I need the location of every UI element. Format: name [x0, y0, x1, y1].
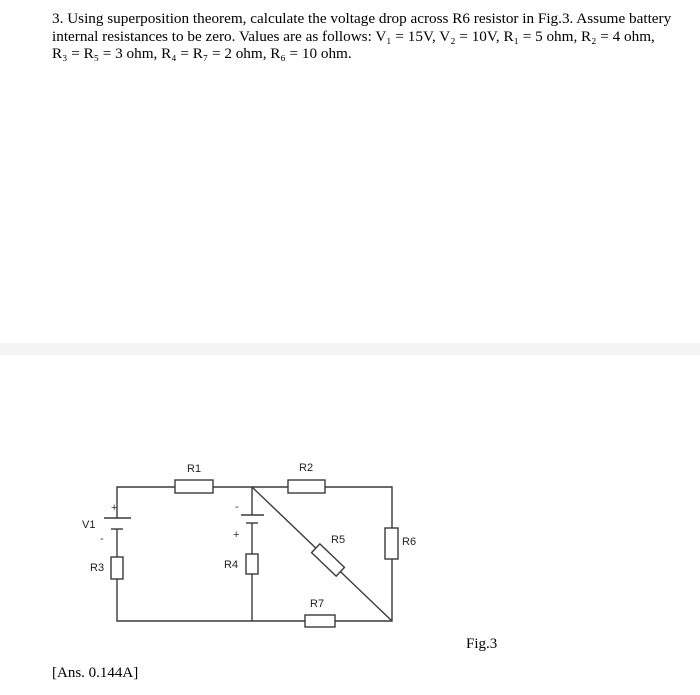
label-v1: V1 — [82, 519, 96, 531]
label-r6: R6 — [402, 536, 417, 548]
resistor-r6 — [385, 528, 398, 559]
label-r7: R7 — [310, 598, 325, 610]
wire-top-left — [117, 487, 175, 518]
wire-top-right — [325, 487, 392, 528]
wire-left-bottom — [117, 579, 305, 621]
v2-plus-sign: + — [233, 529, 240, 541]
v1-minus-sign: - — [100, 533, 104, 545]
v2-minus-sign: - — [235, 501, 239, 513]
label-r5: R5 — [331, 534, 346, 546]
battery-v2 — [241, 515, 264, 523]
resistor-r2 — [288, 480, 325, 493]
page-separator — [0, 343, 700, 355]
label-r1: R1 — [187, 463, 202, 475]
question-text: 3. Using superposition theorem, calculate the voltage drop across R6 resistor in Fig.3. Assume battery internal resistances to be zero. Values are as follows: V₁ = 15V, V₂ = 10V, R₁ = 5 ohm, R₂ = 4 ohm, R₃ = R₅ = 3 ohm, R₄ = R₇ = 2 ohm, R₆ = 10 ohm. — [52, 10, 672, 62]
resistor-r3 — [111, 557, 123, 579]
resistor-r5 — [312, 544, 345, 576]
label-r3: R3 — [90, 562, 105, 574]
label-r2: R2 — [299, 462, 314, 474]
label-r4: R4 — [224, 559, 239, 571]
resistor-r7 — [305, 615, 335, 627]
resistor-r1 — [175, 480, 213, 493]
v1-plus-sign: + — [111, 502, 118, 514]
battery-v1 — [104, 518, 131, 529]
circuit-diagram — [0, 440, 700, 650]
answer-text: [Ans. 0.144A] — [52, 665, 139, 681]
resistor-r4 — [246, 554, 258, 574]
figure-caption: Fig.3 — [466, 636, 498, 652]
